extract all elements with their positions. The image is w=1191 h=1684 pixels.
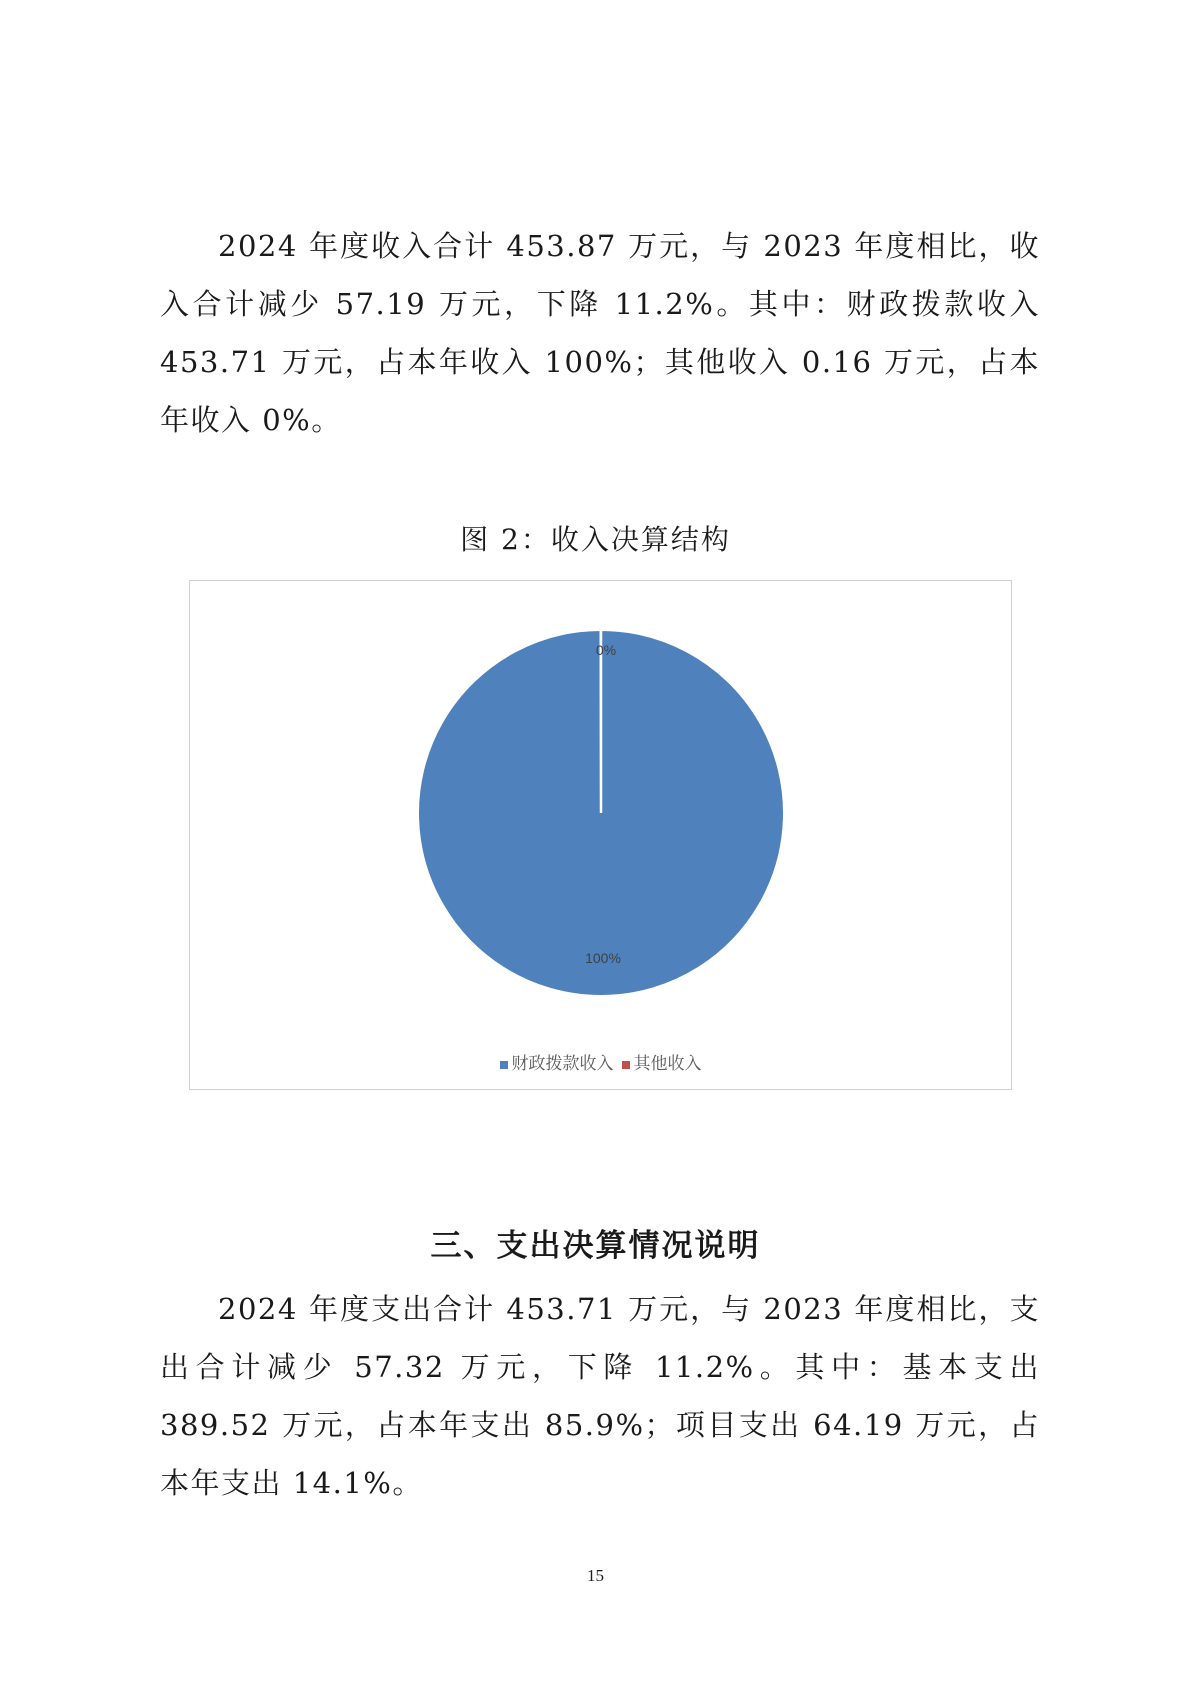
- income-paragraph: 2024 年度收入合计 453.87 万元，与 2023 年度相比，收入合计减少 57.19 万元，下降 11.2%。其中：财政拨款收入 453.71 万元，占本年收入 100%；其他收入 0.16 万元，占本年收入 0%。: [160, 229, 1040, 437]
- legend-label-1: 财政拨款收入: [511, 1054, 614, 1073]
- pie-chart-canvas: [190, 581, 1013, 1091]
- chart-legend: [190, 1049, 1011, 1074]
- income-pie-chart: [189, 580, 1012, 1090]
- legend-swatch-2: [622, 1061, 630, 1069]
- legend-label-2: 其他收入: [633, 1054, 702, 1073]
- figure-caption: 图 2：收入决算结构: [460, 523, 731, 556]
- data-label-1: 100%: [585, 950, 621, 966]
- legend-item-1: [500, 1049, 614, 1074]
- page-number: 15: [587, 1566, 604, 1585]
- legend-item-2: [622, 1049, 702, 1074]
- section-heading: 三、支出决算情况说明: [430, 1228, 761, 1264]
- legend-swatch-1: [500, 1061, 508, 1069]
- data-label-2: 0%: [595, 642, 617, 658]
- expense-paragraph: 2024 年度支出合计 453.71 万元，与 2023 年度相比，支出合计减少 57.32 万元，下降 11.2%。其中：基本支出 389.52 万元，占本年支出 85.9%；项目支出 64.19 万元，占本年支出 14.1%。: [160, 1292, 1040, 1500]
